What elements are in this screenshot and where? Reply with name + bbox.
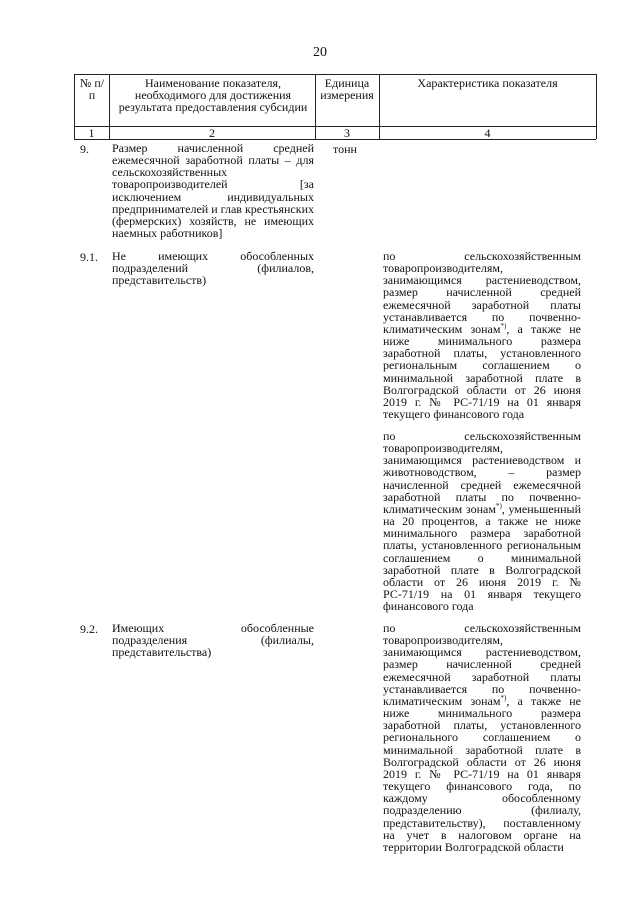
row-9-name: Размер начисленной средней ежемесячной заработной платы – для сельскохозяйственных товаропроизводителей [за исключением индивидуальных предпринимателей и глав крестьянских (фермерских) хозяйств, не имеющих наемных работников] [112, 141, 314, 241]
row-9-2-characteristic-1 [383, 622, 581, 853]
row-9-1-number: 9.1. [80, 250, 98, 264]
footnote-mark: *) [500, 693, 507, 702]
footnote-mark: *) [495, 501, 502, 510]
header-name: Наименование показателя, необходимого для достижения результата предоставления субсидии [118, 76, 308, 114]
row-9-1-characteristic-1 [383, 250, 581, 420]
footnote-mark: *) [500, 321, 507, 330]
col-number-2: 2 [209, 126, 215, 140]
col-number-4: 4 [484, 126, 491, 140]
header-num: № п/п [79, 76, 105, 102]
row-9-1-char-1-tail: , а также не ниже минимального размера заработной платы, установленного региональным соглашением о минимальной заработной плате в Волгоградской области от 26 июня 2019 г. № РС-71/19 на 01 января текущего финансового года [383, 321, 581, 422]
row-9-unit: тонн [333, 142, 357, 156]
col-number-1: 1 [88, 126, 95, 140]
row-9-1-char-2-text: по сельскохозяйственным товаропроизводителям, занимающимся растениеводством и животноводством, – размер начисленной средней ежемесячной заработной платы по почвенно-климатическим зонам [383, 429, 581, 516]
row-9-1-name: Не имеющих обособленных подразделений (филиалов, представительств) [112, 249, 314, 288]
page-number: 20 [313, 45, 327, 60]
header-unit: Единица измерения [320, 76, 374, 102]
row-9-1-char-2-tail: , уменьшенный на 20 процентов, а также не ниже минимального размера заработной платы, установленного региональным соглашением о минимальной заработной плате в Волгоградской области от 26 июня 2019 г. № РС-71/19 на 01 января текущего финансового года [383, 501, 581, 614]
row-9-2-name: Имеющих обособленные подразделения (филиалы, представительства) [112, 621, 314, 660]
header-char: Характеристика показателя [417, 76, 558, 90]
table-top-border [74, 74, 596, 75]
col-border-right [596, 74, 597, 139]
row-9-2-char-1-tail: , а также не ниже минимального размера заработной платы, установленного регионального соглашением о минимальной заработной плате в Волгоградской области от 26 июня 2019 г. № РС-71/19 на 01 января текущего финансового года, по каждому обособленному подразделению (филиалу, представительству), поставленному на учет в налоговом органе на территории Волгоградской области [383, 693, 581, 854]
row-9-2-number: 9.2. [80, 622, 98, 636]
row-9-1-char-1-text: по сельскохозяйственным товаропроизводителям, занимающимся растениеводством, размер начисленной средней ежемесячной заработной платы устанавливается по почвенно-климатическим зонам [383, 249, 581, 336]
row-9-2-char-1-text: по сельскохозяйственным товаропроизводителям, занимающимся растениеводством, размер начисленной средней ежемесячной заработной платы устанавливается по почвенно-климатическим зонам [383, 621, 581, 708]
col-number-3: 3 [344, 126, 350, 140]
row-9-1-characteristic-2 [383, 430, 581, 612]
row-9-number: 9. [80, 142, 89, 156]
